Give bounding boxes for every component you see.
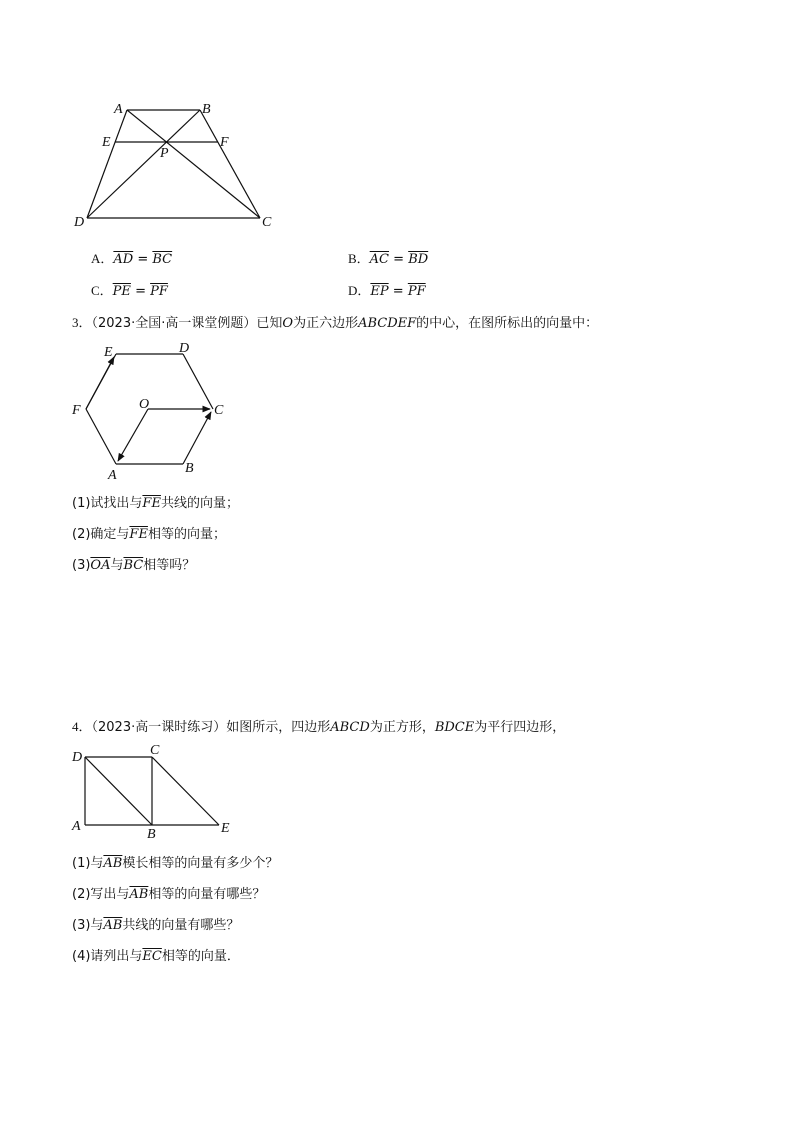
math-var: O [282,316,294,331]
sub-text: (3)与 [72,918,104,933]
segment-ac [127,110,260,218]
stem-text: 的中心，在图所标出的向量中： [416,316,599,331]
side-dc [183,354,213,409]
segment-db [85,757,152,825]
question-3-stem [72,314,598,333]
vector: $\overline{EP}$ [370,284,389,299]
label-e: E [102,135,111,150]
sub-text: (2)写出与 [72,887,130,902]
question-source: （2023·高一课时练习） [91,720,227,735]
sub-text: 相等的向量． [161,949,240,964]
vector: $\overline{OA}$ [90,558,111,573]
q4-sub-2 [72,886,265,904]
question-number: 3． [72,315,92,330]
q4-sub-4 [72,948,240,966]
option-d[interactable] [348,282,426,301]
vector: $\overline{BC}$ [152,252,173,267]
label-a: A [108,468,117,481]
equals: = [392,284,404,299]
math-var: ABCDEF [358,316,417,331]
label-e: E [104,345,113,360]
segment-bd [87,110,200,218]
sub-text: (1)与 [72,856,104,871]
equals: = [393,252,405,267]
equals: = [137,252,149,267]
label-f: F [72,403,81,418]
vector: $\overline{FE}$ [142,496,161,511]
square-parallelogram-figure [66,740,246,840]
vector: $\overline{AB}$ [129,887,149,902]
sub-text: 模长相等的向量有多少个？ [122,856,279,871]
question-source: （2023·全国·高一课堂例题） [91,316,257,331]
question-4-stem [72,718,565,737]
vector: $\overline{PF}$ [150,284,168,299]
vector: $\overline{PE}$ [112,284,131,299]
option-a[interactable] [91,250,172,269]
label-p: P [160,146,169,161]
question-number: 4． [72,719,92,734]
stem-text: 如图所示，四边形 [226,720,331,735]
trapezoid-figure [60,95,290,235]
label-b: B [147,827,156,840]
q3-sub-2 [72,526,226,544]
sub-text: (2)确定与 [72,527,130,542]
label-a: A [114,102,123,117]
equals: = [135,284,146,299]
label-d: D [74,215,85,230]
label-f: F [220,135,229,150]
q4-sub-1 [72,855,278,873]
vector: $\overline{AB}$ [103,918,123,933]
math-var: BDCE [434,720,475,735]
vector-oa [118,409,148,461]
option-letter: D． [348,283,371,298]
label-b: B [202,102,211,117]
sub-text: 相等的向量有哪些？ [148,887,266,902]
label-d: D [72,750,83,765]
label-a: A [72,819,81,834]
option-letter: C． [91,283,113,298]
label-c: C [214,403,224,418]
vector: $\overline{BC}$ [123,558,144,573]
sub-text: 相等吗？ [143,558,196,573]
option-letter: A． [91,251,114,266]
option-b[interactable] [348,250,428,269]
sub-text: 共线的向量； [160,496,239,511]
q3-sub-3 [72,557,195,575]
stem-text: 为平行四边形， [474,720,566,735]
segment-ce [152,757,219,825]
vector: $\overline{FE}$ [129,527,148,542]
vector: $\overline{PF}$ [407,284,426,299]
segment-bc [200,110,260,218]
vector: $\overline{EC}$ [142,949,162,964]
label-b: B [185,461,194,476]
stem-text: 已知 [256,316,283,331]
hexagon-figure [66,336,236,481]
stem-text: 为正六边形 [293,316,359,331]
vector: $\overline{AB}$ [103,856,123,871]
label-c: C [150,743,160,758]
label-o: O [139,397,150,412]
sub-text: 与 [110,558,124,573]
vector: $\overline{BD}$ [408,252,429,267]
vector-bc [183,412,211,464]
stem-text: 为正方形， [369,720,435,735]
side-fa [86,409,116,464]
vector: $\overline{AD}$ [113,252,134,267]
label-e: E [221,821,230,836]
math-var: ABCD [330,720,370,735]
label-d: D [179,341,190,356]
option-c[interactable] [91,282,168,301]
label-c: C [262,215,272,230]
sub-text: 共线的向量有哪些？ [122,918,240,933]
option-letter: B． [348,251,370,266]
vector: $\overline{AC}$ [369,252,390,267]
sub-text: (4)请列出与 [72,949,143,964]
segment-ad [87,110,127,218]
sub-text: (3) [72,558,91,573]
q4-sub-3 [72,917,239,935]
sub-text: 相等的向量； [147,527,226,542]
vector-fe [86,357,114,409]
sub-text: (1)试找出与 [72,496,143,511]
q3-sub-1 [72,495,239,513]
